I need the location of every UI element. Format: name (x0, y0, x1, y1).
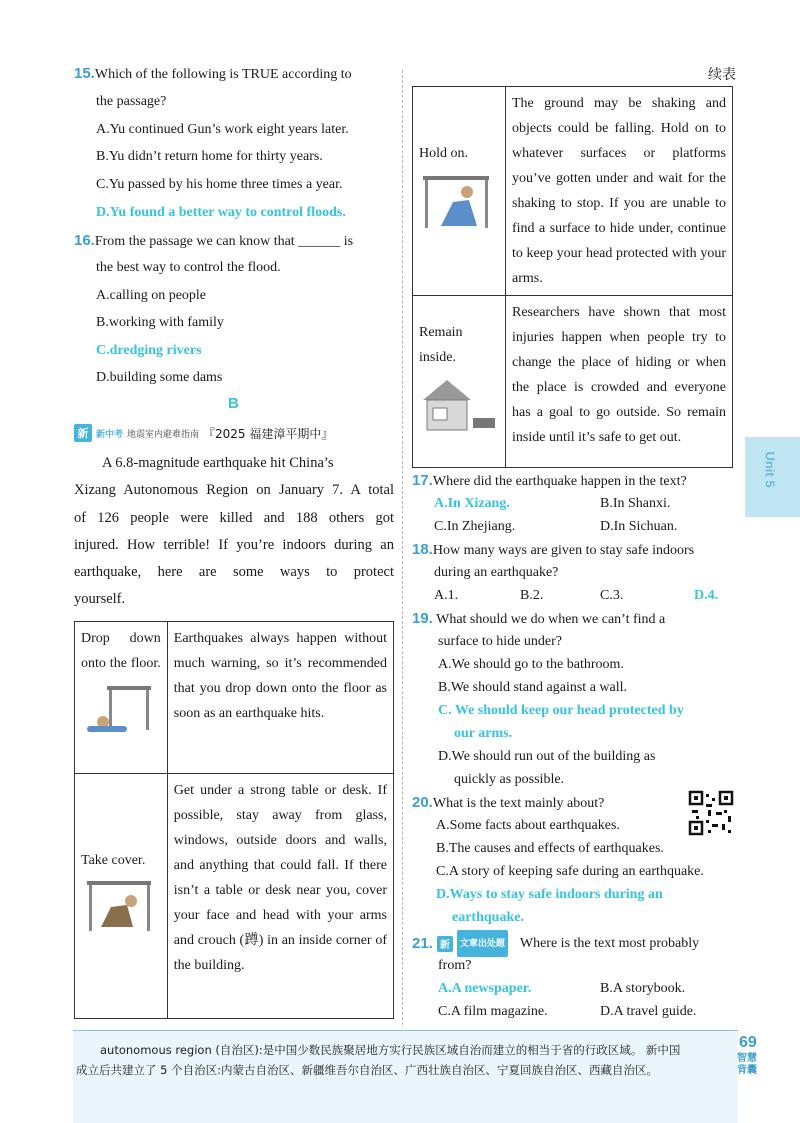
q16-option-c-answer[interactable]: C.dredging rivers (96, 343, 202, 358)
q18-stem: How many ways are given to stay safe indoors (432, 543, 695, 558)
new-exam-icon (74, 424, 92, 442)
column-divider (402, 70, 403, 1025)
footer-divider (73, 1030, 738, 1031)
q17-number: 17. (412, 472, 433, 489)
page-badge: 智慧背囊 (737, 1053, 757, 1076)
hold-on-illustration-icon (419, 172, 493, 232)
q18-option-a[interactable]: A.1. (434, 588, 459, 603)
passage-line-4: injured. How terrible! If you’re indoors during an (74, 536, 394, 553)
q16-option-d[interactable]: D.building some dams (96, 370, 223, 385)
tip-hold-text: The ground may be shaking and objects could be falling. Hold on to whatever surfaces or platforms you’ve gotten under and wait for the shaking to stop. If you are unable to find a surface to hide under, continue to keep your head protected with your arms. (506, 87, 733, 296)
tip-remain-label: Remain inside. (419, 325, 463, 365)
footer-line-2: 成立后共建立了 5 个自治区:内蒙古自治区、新疆维吾尔自治区、广西壮族自治区、宁夏回族自治区、西藏自治区。 (76, 1063, 658, 1077)
tip-hold-label: Hold on. (419, 146, 468, 161)
q19-option-c-answer[interactable]: C. We should keep our head protected by (438, 703, 684, 718)
source-small-text: 地震室内避难指南 (127, 428, 200, 439)
q21-option-b[interactable]: B.A storybook. (600, 981, 686, 996)
q17-option-b[interactable]: B.In Shanxi. (600, 496, 671, 511)
q21-option-d[interactable]: D.A travel guide. (600, 1004, 697, 1019)
q20-stem: What is the text mainly about? (432, 796, 605, 811)
q20-option-d-answer[interactable]: D.Ways to stay safe indoors during an (436, 887, 663, 902)
q16-stem-cont: the best way to control the flood. (96, 260, 281, 275)
source-header (74, 424, 333, 442)
q18-option-d-answer[interactable]: D.4. (694, 588, 719, 603)
q17-option-a-answer[interactable]: A.In Xizang. (434, 496, 510, 511)
q18-number: 18. (412, 541, 433, 558)
section-letter: B (228, 395, 239, 412)
q21-option-c[interactable]: C.A film magazine. (438, 1004, 548, 1019)
q21-badge: 文章出处题 (457, 930, 508, 957)
q19-stem: What should we do when we can’t find a (436, 612, 666, 627)
q21-stem-cont: from? (438, 958, 472, 973)
svg-text:新: 新 (439, 939, 450, 951)
q16-stem: From the passage we can know that ______ is (94, 234, 354, 249)
q18-option-c[interactable]: C.3. (600, 588, 624, 603)
tip-remain-text: Researchers have shown that most injuries happen when people try to change the place of hiding or when the place is crowded and everyone has a goal to go outside. So remain inside until it’s safe to get out. (506, 296, 733, 468)
q21-number: 21. (412, 935, 433, 952)
passage (74, 450, 394, 614)
qr-code-icon[interactable] (688, 790, 734, 836)
q15-option-c[interactable]: C.Yu passed by his home three times a year. (96, 177, 343, 192)
q17-option-c[interactable]: C.In Zhejiang. (434, 519, 516, 534)
page-number: 69 (739, 1034, 757, 1051)
q15-option-a[interactable]: A.Yu continued Gun’s work eight years later. (96, 122, 349, 137)
house-illustration-icon (419, 374, 499, 434)
q16-option-a[interactable]: A.calling on people (96, 288, 207, 303)
continued-label: 续表 (708, 67, 736, 83)
q19-option-d[interactable]: D.We should run out of the building as (438, 749, 656, 764)
passage-line-1: A 6.8-magnitude earthquake hit China’s (102, 455, 334, 471)
take-cover-illustration-icon (81, 877, 155, 935)
new-exam-small-icon (437, 936, 453, 952)
passage-line-6: yourself. (74, 591, 126, 608)
passage-line-3: of 126 people were killed and 188 others got (74, 509, 394, 526)
footer-line-1: autonomous region (自治区):是中国少数民族聚居地方实行民族区域自治而建立的相当于省的行政区域。 新中国 (100, 1043, 681, 1057)
svg-text:新: 新 (77, 427, 89, 440)
q20-option-c[interactable]: C.A story of keeping safe during an earthquake. (436, 864, 704, 879)
q15-option-b[interactable]: B.Yu didn’t return home for thirty years. (96, 149, 323, 164)
q20-option-a[interactable]: A.Some facts about earthquakes. (436, 818, 620, 833)
q15-number: 15. (74, 65, 95, 82)
source-tag: 『2025 福建漳平期中』 (203, 426, 334, 441)
tip-drop-text: Earthquakes always happen without much warning, so it’s recommended that you drop down onto the floor as soon as an earthquake hits. (167, 622, 393, 774)
q16-option-b[interactable]: B.working with family (96, 315, 224, 330)
q19-option-b[interactable]: B.We should stand against a wall. (438, 680, 628, 695)
tip-drop-label: Drop down onto the floor. (81, 631, 161, 671)
q19-option-c-answer-cont[interactable]: our arms. (454, 726, 513, 741)
passage-line-5: earthquake, here are some ways to protect (74, 564, 394, 581)
q19-number: 19. (412, 610, 433, 627)
tips-table-right (412, 86, 733, 468)
q16-number: 16. (74, 232, 95, 249)
tip-cover-text: Get under a strong table or desk. If possible, stay away from glass, windows, outside doors and walls, and anything that could fall. If there isn’t a table or desk near you, cover your face and head with your arms and crouch (蹲) in an inside corner of the building. (167, 774, 393, 1019)
q15-stem: Which of the following is TRUE according to (94, 67, 352, 82)
drop-down-illustration-icon (81, 680, 155, 740)
q15-option-d-answer[interactable]: D.Yu found a better way to control floods. (96, 205, 346, 220)
q15-stem-cont: the passage? (96, 94, 167, 109)
q18-stem-cont: during an earthquake? (434, 565, 559, 580)
q19-option-a[interactable]: A.We should go to the bathroom. (438, 657, 624, 672)
passage-line-2: Xizang Autonomous Region on January 7. A total (74, 482, 394, 499)
q20-option-d-answer-cont[interactable]: earthquake. (452, 910, 524, 925)
q18-option-b[interactable]: B.2. (520, 588, 544, 603)
q21-stem: Where is the text most probably (519, 936, 700, 951)
q19-stem-cont: surface to hide under? (438, 634, 562, 649)
tips-table-left (74, 621, 394, 1019)
source-small-badge: 新中考 (96, 428, 124, 439)
q17-stem: Where did the earthquake happen in the text? (432, 474, 687, 489)
tip-cover-label: Take cover. (81, 853, 146, 868)
q21-option-a-answer[interactable]: A.A newspaper. (438, 981, 532, 996)
q20-option-b[interactable]: B.The causes and effects of earthquakes. (436, 841, 664, 856)
q19-option-d-cont[interactable]: quickly as possible. (454, 772, 565, 787)
unit-side-tab-label: Unit 5 (762, 451, 778, 488)
q17-option-d[interactable]: D.In Sichuan. (600, 519, 678, 534)
q20-number: 20. (412, 794, 433, 811)
